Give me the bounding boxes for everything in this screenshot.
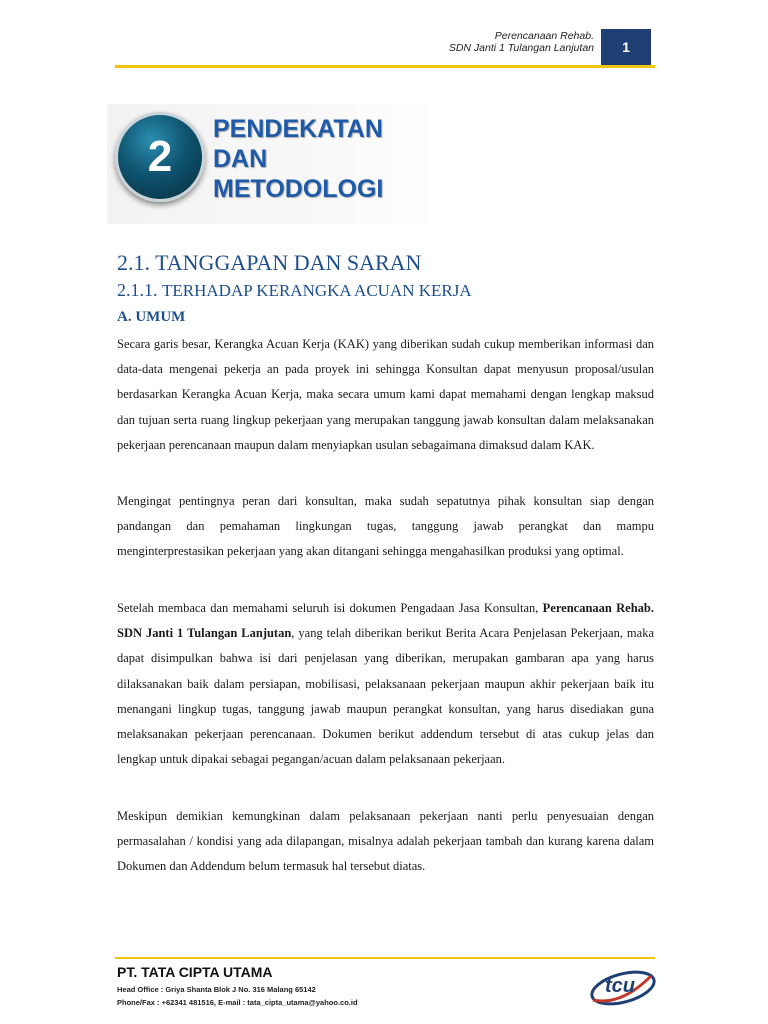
header-title-line2: SDN Janti 1 Tulangan Lanjutan	[448, 42, 594, 54]
paragraph-3-start: Setelah membaca dan memahami seluruh isi dokumen Pengadaan Jasa Konsultan,	[117, 601, 539, 615]
subsection-heading	[117, 280, 472, 301]
company-logo	[585, 962, 657, 1010]
header-divider	[115, 65, 655, 68]
paragraph-4: Meskipun demikian kemungkinan dalam pelaksanaan pekerjaan nanti perlu penyesuaian dengan permasalahan / kondisi yang ada dilapangan, misalnya adalah pekerjaan tambah dan kurang karena dalam Dokumen dan Addendum belum termasuk hal tersebut diatas.	[117, 809, 654, 874]
header-title-line1: Perencanaan Rehab.	[494, 30, 594, 42]
running-header	[449, 30, 594, 54]
subsection-number: 2.1.1.	[117, 280, 158, 300]
paragraph-2: Mengingat pentingnya peran dari konsultan, maka sudah sepatutnya pihak konsultan siap dengan pandangan dan pemahaman lingkungan tugas, tanggung jawab perangkat dan mampu menginterprestasikan pekerjaan yang akan ditangani sehingga mengahasilkan produksi yang optimal.	[117, 494, 654, 559]
chapter-title	[213, 114, 383, 204]
footer-company-name: PT. TATA CIPTA UTAMA	[117, 964, 273, 980]
project-name: Perencanaan Rehab. SDN Janti 1 Tulangan Lanjutan	[117, 601, 655, 641]
footer-address: Head Office : Griya Shanta Blok J No. 316 Malang 65142	[117, 985, 316, 994]
section-heading: 2.1. TANGGAPAN DAN SARAN	[117, 250, 422, 275]
chapter-number-badge	[115, 112, 205, 202]
paragraph-3-end: , yang telah diberikan berikut Berita Acara Penjelasan Pekerjaan, maka dapat disimpulkan bahwa isi dari penjelasan yang diberikan, merupakan gambaran apa yang harus dilaksanakan baik dalam persiapan, mobilisasi, pelaksanaan pekerjaan maupun akhir pekerjaan baik itu menangani lingkup tugas, tanggung jawab maupun perangkat konsultan, yang harus disediakan guna melaksanakan pekerjaan perencanaan. Dokumen berikut addendum tersebut di atas cukup jelas dan lengkap untuk dipakai sebagai pegangan/acuan dalam pelaksanaan pekerjaan.	[117, 626, 654, 767]
chapter-title-line: PENDEKATAN	[213, 115, 383, 143]
chapter-title-line: DAN	[213, 145, 268, 173]
chapter-number: 2	[147, 132, 173, 181]
paragraph-1: Secara garis besar, Kerangka Acuan Kerja (KAK) yang diberikan sudah cukup memberikan informasi dan data-data mengenai pekerja an pada proyek ini sehingga Konsultan dapat menyusun proposal/usulan berdasarkan Kerangka Acuan Kerja, maka secara umum kami dapat memahami dengan lengkap maksud dan tujuan serta ruang lingkup pekerjaan yang merupakan tanggung jawab konsultan dalam melaksanakan pekerjaan perencanaan maupun dalam menyiapkan usulan sebagaimana dimaksud dalam KAK.	[117, 337, 654, 452]
subsection-title: TERHADAP KERANGKA ACUAN KERJA	[162, 281, 472, 300]
footer-divider	[115, 957, 655, 959]
paragraph-3	[117, 596, 654, 772]
page-number: 1	[601, 29, 651, 65]
subsubsection-heading: A. UMUM	[117, 309, 186, 325]
footer-contact: Phone/Fax : +62341 481516, E-mail : tata_cipta_utama@yahoo.co.id	[117, 998, 358, 1007]
chapter-title-line: METODOLOGI	[213, 175, 384, 203]
logo-text: tcu	[605, 975, 635, 997]
